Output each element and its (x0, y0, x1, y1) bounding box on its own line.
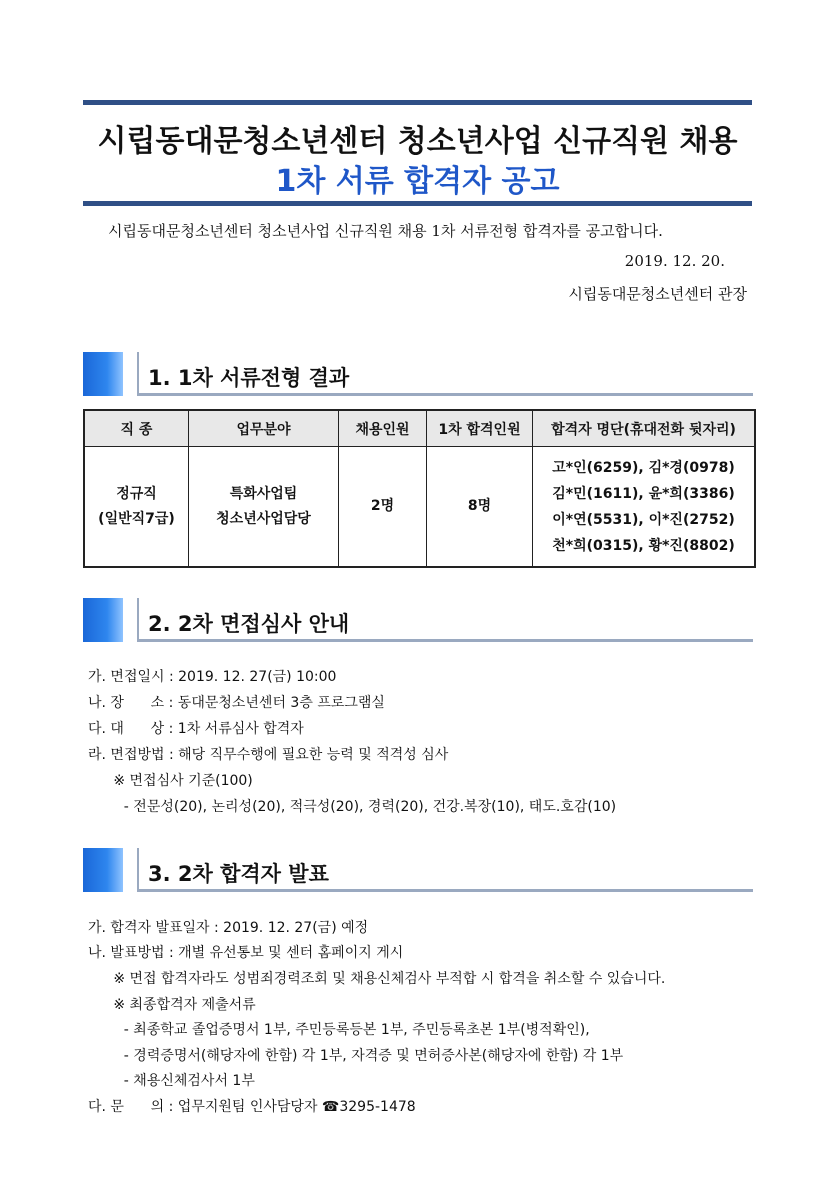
passer-names: 고*인(6259), 김*경(0978) (552, 459, 735, 476)
passer-names: 이*연(5531), 이*진(2752) (552, 511, 735, 528)
cell-passed: 8명 (427, 447, 533, 568)
section-marker-icon (83, 598, 123, 642)
announcement-line: ※ 면접 합격자라도 성범죄경력조회 및 채용신체검사 부적합 시 합격을 취소할 수 있습니다. (100, 971, 666, 987)
header-passed: 1차 합격인원 (427, 410, 533, 447)
job-type-line: (일반직7급) (98, 510, 175, 527)
results-table (83, 409, 756, 568)
section2-title: 2. 2차 면접심사 안내 (148, 612, 350, 636)
announcement-line: 나. 발표방법 : 개별 유선통보 및 센터 홈페이지 게시 (88, 945, 404, 961)
issuer: 시립동대문청소년센터 관장 (568, 285, 747, 303)
section-underline (139, 639, 753, 642)
cell-field (189, 447, 339, 568)
section-marker-icon (83, 848, 123, 892)
section-divider (137, 598, 139, 642)
section1-title: 1. 1차 서류전형 결과 (148, 366, 350, 390)
section-divider (137, 848, 139, 892)
job-type-line: 정규직 (116, 485, 157, 502)
section-divider (137, 352, 139, 396)
announcement-line: - 채용신체검사서 1부 (106, 1073, 255, 1089)
section-marker-icon (83, 352, 123, 396)
section3-title: 3. 2차 합격자 발표 (148, 862, 329, 886)
section-underline (139, 393, 753, 396)
table-header-row (84, 410, 755, 447)
announcement-line: 가. 합격자 발표일자 : 2019. 12. 27(금) 예정 (88, 920, 369, 936)
announcement-line: - 최종학교 졸업증명서 1부, 주민등록등본 1부, 주민등록초본 1부(병적확인), (106, 1022, 590, 1038)
passer-names: 김*민(1611), 윤*희(3386) (552, 485, 735, 502)
announcement-line: ※ 최종합격자 제출서류 (100, 997, 256, 1013)
interview-line: 나. 장 소 : 동대문청소년센터 3층 프로그램실 (88, 695, 385, 711)
cell-job-type (84, 447, 189, 568)
interview-line: 가. 면접일시 : 2019. 12. 27(금) 10:00 (88, 669, 337, 685)
cell-hires: 2명 (339, 447, 427, 568)
field-line: 특화사업팀 (229, 485, 298, 502)
page-title: 시립동대문청소년센터 청소년사업 신규직원 채용 (97, 124, 738, 159)
page-subtitle: 1차 서류 합격자 공고 (275, 164, 560, 199)
header-job-type: 직 종 (84, 410, 189, 447)
interview-line: 다. 대 상 : 1차 서류심사 합격자 (88, 721, 304, 737)
interview-line: 라. 면접방법 : 해당 직무수행에 필요한 능력 및 적격성 심사 (88, 747, 449, 763)
contact-line: 다. 문 의 : 업무지원팀 인사담당자 ☎3295-1478 (88, 1099, 416, 1115)
top-rule (83, 100, 752, 105)
table-row (84, 447, 755, 568)
passer-names: 천*희(0315), 황*진(8802) (552, 537, 735, 554)
intro-text: 시립동대문청소년센터 청소년사업 신규직원 채용 1차 서류전형 합격자를 공고합니다. (108, 222, 663, 240)
title-bottom-rule (83, 201, 752, 206)
header-hires: 채용인원 (339, 410, 427, 447)
announcement-date: 2019. 12. 20. (624, 252, 725, 270)
section-underline (139, 889, 753, 892)
interview-line: ※ 면접심사 기준(100) (100, 773, 253, 789)
interview-line: - 전문성(20), 논리성(20), 적극성(20), 경력(20), 건강.복장(10), 태도.호감(10) (106, 799, 617, 815)
header-names: 합격자 명단(휴대전화 뒷자리) (533, 410, 756, 447)
cell-names (533, 447, 756, 568)
announcement-line: - 경력증명서(해당자에 한함) 각 1부, 자격증 및 면허증사본(해당자에 한함) 각 1부 (106, 1048, 624, 1064)
field-line: 청소년사업담당 (216, 510, 311, 527)
header-field: 업무분야 (189, 410, 339, 447)
